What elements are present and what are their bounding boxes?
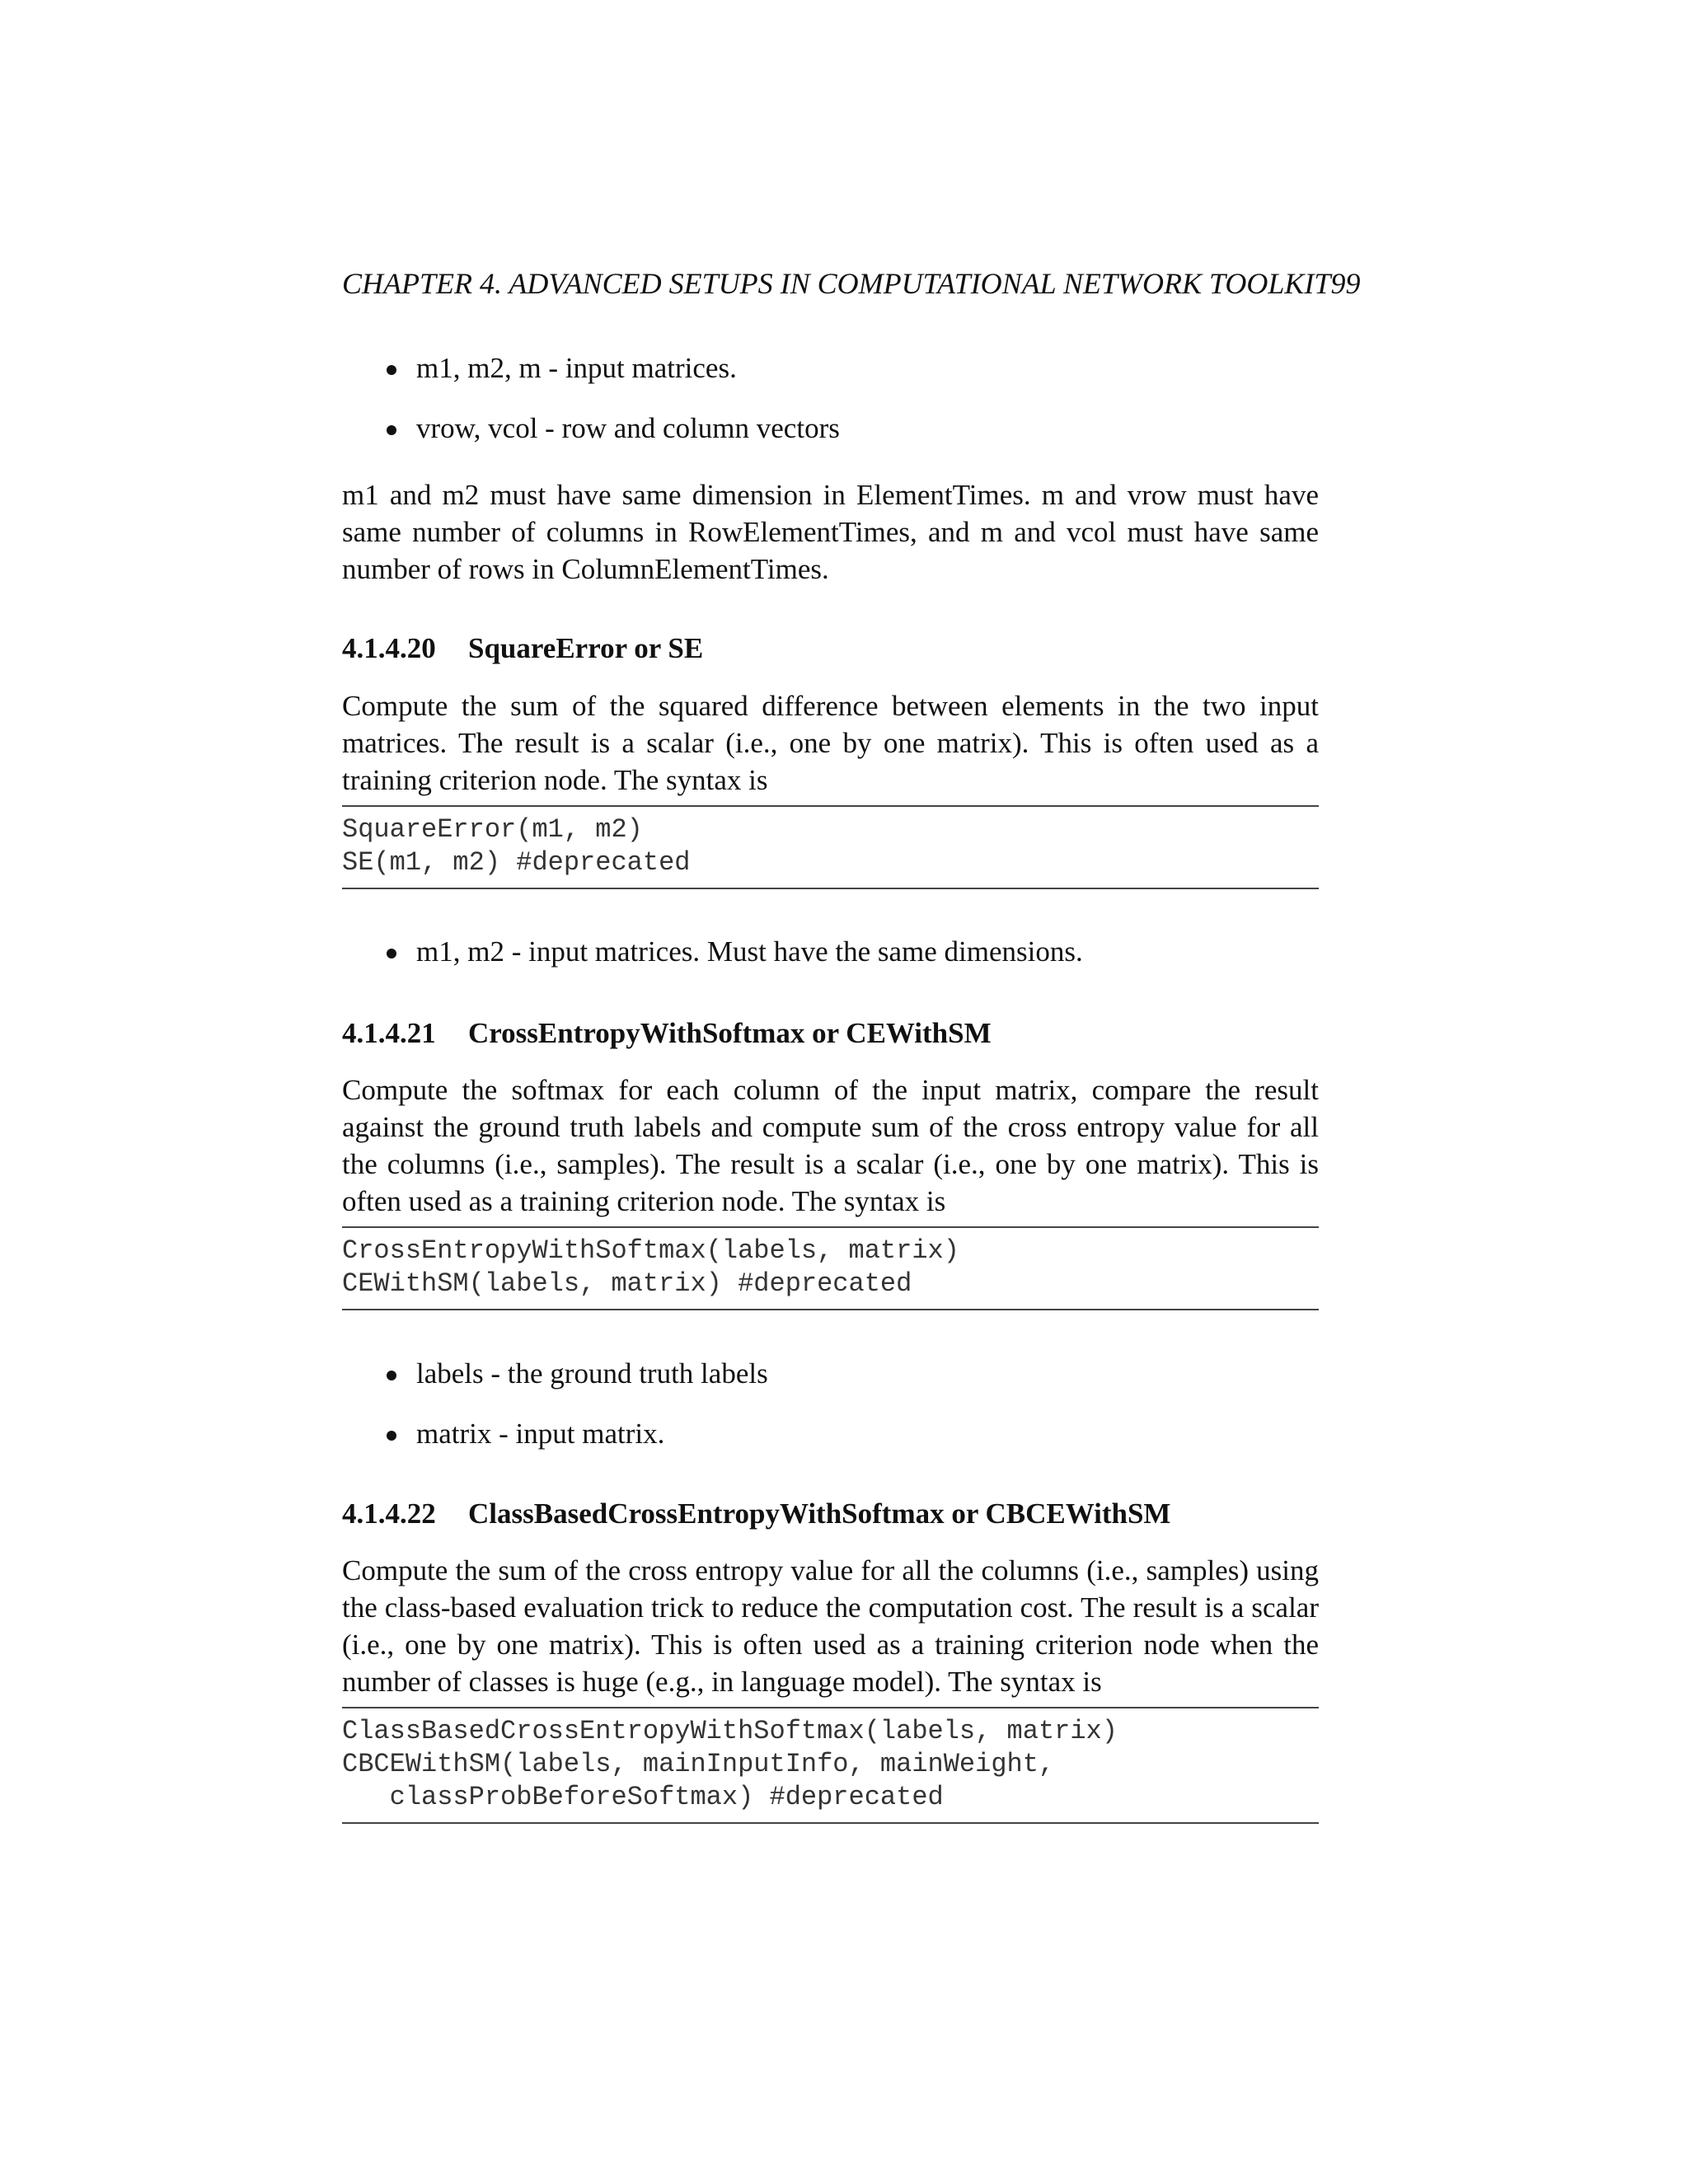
input-list-square-error bbox=[383, 934, 1319, 970]
list-item: labels - the ground truth labels bbox=[383, 1356, 1319, 1392]
list-item: vrow, vcol - row and column vectors bbox=[383, 410, 1319, 447]
paragraph-cross-entropy: Compute the softmax for each column of the input matrix, compare the result against the ground truth labels and compute sum of the cross entropy value for all the columns (i.e., samples). The result is a scalar (i.e., one by one matrix). This is often used as a training criterion node. The syntax is bbox=[342, 1074, 1319, 1217]
list-item: matrix - input matrix. bbox=[383, 1416, 1319, 1452]
section-heading-class-based bbox=[342, 1496, 1319, 1532]
input-list-cross-entropy bbox=[383, 1356, 1319, 1452]
section-title: ClassBasedCrossEntropyWithSoftmax or CBCEWithSM bbox=[468, 1497, 1171, 1530]
section-title: SquareError or SE bbox=[468, 632, 704, 664]
bullet-icon bbox=[387, 949, 396, 958]
bullet-icon bbox=[387, 1371, 396, 1380]
code-block-square-error: SquareError(m1, m2) SE(m1, m2) #deprecated bbox=[342, 805, 1319, 889]
input-list-1 bbox=[383, 350, 1319, 447]
section-heading-cross-entropy bbox=[342, 1015, 1319, 1052]
running-header bbox=[342, 265, 1414, 302]
code-block-cross-entropy: CrossEntropyWithSoftmax(labels, matrix) CEWithSM(labels, matrix) #deprecated bbox=[342, 1226, 1319, 1310]
bullet-icon bbox=[387, 365, 396, 375]
paragraph-square-error: Compute the sum of the squared difference between elements in the two input matrices. The result is a scalar (i.e., one by one matrix). This is often used as a training criterion node. The syntax is bbox=[342, 690, 1319, 796]
section-title: CrossEntropyWithSoftmax or CEWithSM bbox=[468, 1017, 992, 1049]
section-number: 4.1.4.22 bbox=[342, 1497, 436, 1530]
chapter-title: CHAPTER 4. ADVANCED SETUPS IN COMPUTATIONAL NETWORK TOOLKIT bbox=[342, 267, 1331, 300]
section-number: 4.1.4.21 bbox=[342, 1017, 436, 1049]
paragraph-element-times: m1 and m2 must have same dimension in ElementTimes. m and vrow must have same number of columns in RowElementTimes, and m and vcol must have same number of rows in ColumnElementTimes. bbox=[342, 479, 1319, 585]
page-number: 99 bbox=[1330, 267, 1361, 300]
section-heading-square-error bbox=[342, 630, 1319, 667]
code-block-class-based: ClassBasedCrossEntropyWithSoftmax(labels, matrix) CBCEWithSM(labels, mainInputInfo, mainWeight, classProbBeforeSoftmax) #deprecated bbox=[342, 1707, 1319, 1824]
section-number: 4.1.4.20 bbox=[342, 632, 436, 664]
list-item: m1, m2, m - input matrices. bbox=[383, 350, 1319, 387]
list-item: m1, m2 - input matrices. Must have the same dimensions. bbox=[383, 934, 1319, 970]
bullet-icon bbox=[387, 425, 396, 435]
paragraph-class-based: Compute the sum of the cross entropy value for all the columns (i.e., samples) using the class-based evaluation trick to reduce the computation cost. The result is a scalar (i.e., one by one matrix). This is often used as a training criterion node when the number of classes is huge (e.g., in language model). The syntax is bbox=[342, 1554, 1319, 1698]
bullet-icon bbox=[387, 1431, 396, 1441]
